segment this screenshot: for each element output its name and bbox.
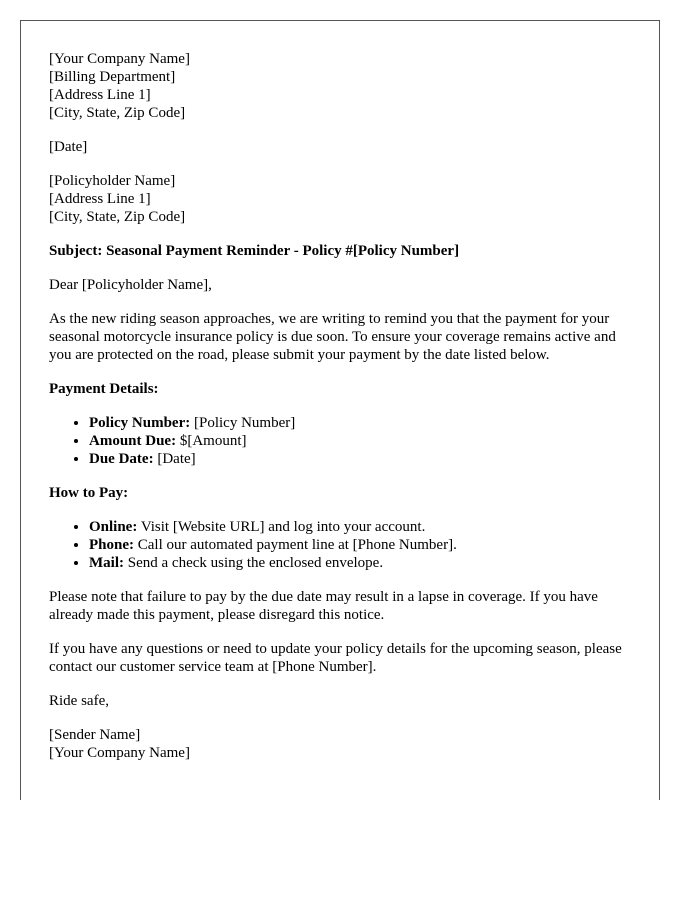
item-label: Policy Number: (89, 415, 191, 431)
lapse-paragraph: Please note that failure to pay by the due date may result in a lapse in coverage. If you have already made this payment, please disregard this notice. (49, 589, 598, 623)
signature-block (49, 726, 631, 762)
how-to-pay-heading: How to Pay: (49, 485, 129, 501)
contact-paragraph: If you have any questions or need to update your policy details for the upcoming season, please contact our customer service team at [Phone Number]. (49, 641, 622, 675)
item-label: Online: (89, 519, 138, 535)
payment-details-list (49, 414, 631, 468)
item-value: Call our automated payment line at [Phone Number]. (134, 537, 457, 553)
list-item (89, 432, 631, 450)
letter-page (20, 20, 660, 800)
sender-city-state-zip: [City, State, Zip Code] (49, 105, 186, 121)
sender-company: [Your Company Name] (49, 51, 190, 67)
list-item (89, 450, 631, 468)
sender-address (49, 50, 631, 122)
item-label: Amount Due: (89, 433, 177, 449)
recipient-address (49, 172, 631, 226)
sender-address-line: [Address Line 1] (49, 87, 151, 103)
recipient-address-line: [Address Line 1] (49, 191, 151, 207)
subject-line: Subject: Seasonal Payment Reminder - Policy #[Policy Number] (49, 243, 460, 259)
recipient-name: [Policyholder Name] (49, 173, 176, 189)
item-value: $[Amount] (176, 433, 247, 449)
item-value: [Date] (153, 451, 196, 467)
intro-paragraph: As the new riding season approaches, we are writing to remind you that the payment for your seasonal motorcycle insurance policy is due soon. To ensure your coverage remains active and you are protected on the road, please submit your payment by the date listed below. (49, 311, 616, 363)
letter-date: [Date] (49, 139, 88, 155)
sender-department: [Billing Department] (49, 69, 176, 85)
closing: Ride safe, (49, 693, 109, 709)
item-label: Phone: (89, 537, 134, 553)
list-item (89, 518, 631, 536)
item-label: Due Date: (89, 451, 154, 467)
sender-name: [Sender Name] (49, 727, 141, 743)
item-value: [Policy Number] (190, 415, 296, 431)
payment-details-heading: Payment Details: (49, 381, 159, 397)
signature-company: [Your Company Name] (49, 745, 190, 761)
item-value: Send a check using the enclosed envelope. (124, 555, 384, 571)
list-item (89, 414, 631, 432)
item-label: Mail: (89, 555, 124, 571)
salutation: Dear [Policyholder Name], (49, 277, 212, 293)
item-value: Visit [Website URL] and log into your account. (137, 519, 426, 535)
recipient-city-state-zip: [City, State, Zip Code] (49, 209, 186, 225)
list-item (89, 536, 631, 554)
how-to-pay-list (49, 518, 631, 572)
list-item (89, 554, 631, 572)
